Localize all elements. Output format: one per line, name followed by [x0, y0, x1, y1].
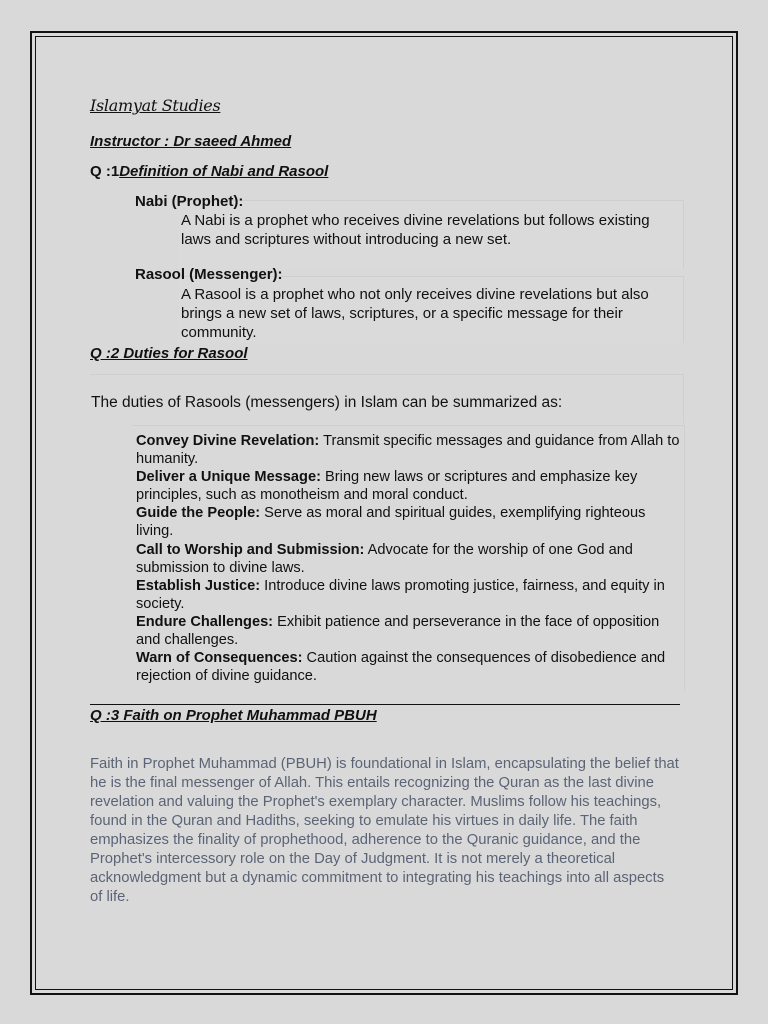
duty-item [136, 504, 681, 540]
duty-term: Guide the People: [136, 505, 261, 522]
duty-item [136, 541, 681, 577]
duty-term: Deliver a Unique Message: [136, 469, 321, 486]
duties-intro: The duties of Rasools (messengers) in Islam can be summarized as: [91, 394, 563, 411]
question-3-heading: Q :3 Faith on Prophet Muhammad PBUH [90, 707, 377, 724]
duty-text: Caution against the consequences of disobedience and rejection of divine guidance. [136, 650, 666, 685]
duty-text: Bring new laws or scriptures and emphasize key principles, such as monotheism and moral conduct. [136, 469, 638, 504]
duty-text: Transmit specific messages and guidance from Allah to humanity. [136, 433, 680, 468]
duty-text: Exhibit patience and perseverance in the face of opposition and challenges. [136, 613, 660, 649]
question-1-title: Definition of Nabi and Rasool [119, 163, 329, 180]
nabi-term: Nabi (Prophet): [135, 193, 244, 210]
duties-list [136, 432, 681, 685]
duty-term: Warn of Consequences: [136, 650, 303, 667]
duty-term: Convey Divine Revelation: [136, 433, 320, 449]
rasool-term: Rasool (Messenger): [135, 266, 283, 283]
duty-item [136, 468, 681, 504]
section-divider [90, 704, 680, 705]
duty-text: Introduce divine laws promoting justice, fairness, and equity in society. [136, 577, 665, 612]
faith-paragraph: Faith in Prophet Muhammad (PBUH) is foundational in Islam, encapsulating the belief that he is the final messenger of Allah. This entails recognizing the Quran as the last divine revelation and valuing the Prophet's exemplary character. Muslims follow his teachings, found in the Quran and Hadiths, seeking to emulate his virtues in daily life. The faith emphasizes the finality of prophethood, adherence to the Quranic guidance, and the Prophet's intercessory role on the Day of Judgment. It is not merely a theoretical acknowledgment but a dynamic commitment to integrating his teachings into all aspects of life. [90, 756, 679, 905]
duty-term: Endure Challenges: [136, 613, 274, 630]
instructor-line: Instructor : Dr saeed Ahmed [90, 133, 292, 150]
duty-term: Call to Worship and Submission: [136, 541, 365, 558]
question-1-prefix: Q :1 [90, 163, 120, 180]
duty-item [136, 577, 681, 613]
duty-text: Advocate for the worship of one God and submission to divine laws. [136, 541, 633, 576]
duty-text: Serve as moral and spiritual guides, exemplifying righteous living. [136, 505, 646, 540]
rasool-definition: A Rasool is a prophet who not only receives divine revelations but also brings a new set of laws, scriptures, or a specific message for their community. [181, 286, 649, 341]
nabi-definition: A Nabi is a prophet who receives divine revelations but follows existing laws and scriptures without introducing a new set. [181, 212, 650, 248]
duty-item [136, 613, 681, 649]
course-title: Islamyat Studies [90, 96, 221, 115]
duty-term: Establish Justice: [136, 577, 261, 594]
question-1-heading [90, 163, 328, 180]
duty-item [136, 649, 681, 685]
duty-item [136, 432, 681, 468]
question-2-heading: Q :2 Duties for Rasool [90, 345, 248, 362]
